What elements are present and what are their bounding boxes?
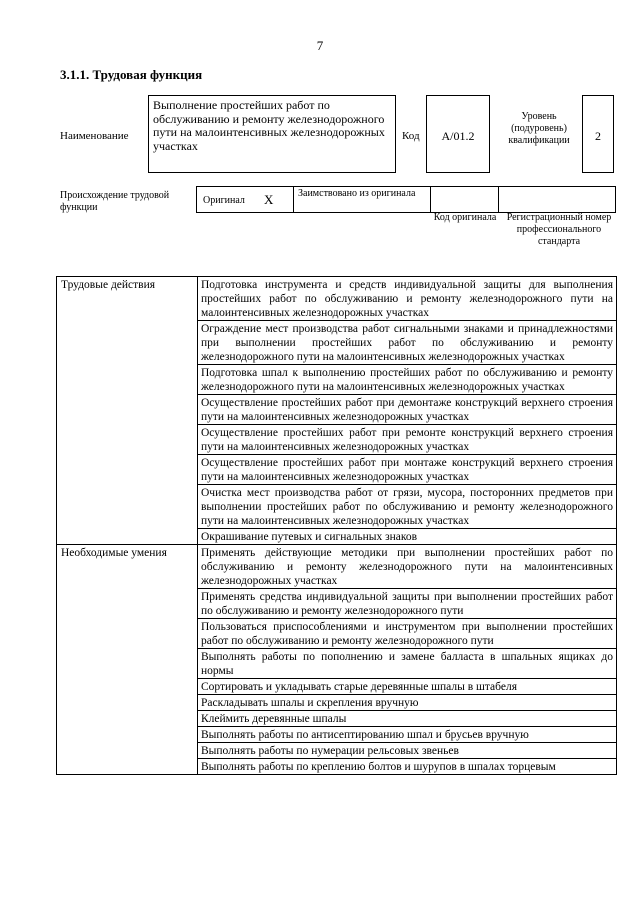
table-cell: Выполнять работы по пополнению и замене балласта в шпальных ящиках до нормы	[198, 649, 617, 679]
origin-divider	[430, 186, 431, 213]
table-row	[57, 545, 617, 589]
original-mark: X	[264, 192, 274, 207]
table-cell: Пользоваться приспособлениями и инструментом при выполнении простейших работ по обслуживанию и ремонту железнодорожного пути	[198, 619, 617, 649]
table-cell: Выполнять работы по антисептированию шпал и брусьев вручную	[198, 727, 617, 743]
table-cell: Очистка мест производства работ от грязи, мусора, посторонних предметов при выполнении простейших работ по обслуживанию и ремонту железнодорожного пути на малоинтенсивных железнодорожных участках	[198, 485, 617, 529]
page-number: 7	[316, 38, 324, 53]
code-value: А/01.2	[441, 129, 475, 143]
table-cell: Применять действующие методики при выполнении простейших работ по обслуживанию и ремонту железнодорожного пути на малоинтенсивных железнодорожных участках	[198, 545, 617, 589]
table-cell: Клеймить деревянные шпалы	[198, 711, 617, 727]
table-cell: Выполнять работы по нумерации рельсовых звеньев	[198, 743, 617, 759]
table-cell: Ограждение мест производства работ сигнальными знаками и принадлежностями при выполнении простейших работ по обслуживанию и ремонту железнодорожного пути на малоинтенсивных железнодорожных участках	[198, 321, 617, 365]
table-cell: Осуществление простейших работ при демонтаже конструкций верхнего строения пути на малоинтенсивных железнодорожных участках	[198, 395, 617, 425]
level-box	[582, 95, 614, 173]
section-title: 3.1.1. Трудовая функция	[60, 67, 203, 82]
original-label: Оригинал	[203, 195, 245, 206]
table-cell: Окрашивание путевых и сигнальных знаков	[198, 529, 617, 545]
origin-divider	[293, 186, 294, 213]
group-label: Трудовые действия	[57, 277, 198, 545]
code-original-caption: Код оригинала	[433, 212, 497, 223]
table-cell: Подготовка инструмента и средств индивидуальной защиты для выполнения простейших работ по обслуживанию и ремонту железнодорожного пути на малоинтенсивных железнодорожных участках	[198, 277, 617, 321]
level-value: 2	[595, 129, 601, 143]
level-label: Уровень (подуровень) квалификации	[508, 111, 570, 146]
code-label: Код	[402, 130, 420, 142]
table-cell: Осуществление простейших работ при монтаже конструкций верхнего строения пути на малоинтенсивных железнодорожных участках	[198, 455, 617, 485]
origin-label: Происхождение трудовой функции	[60, 190, 170, 213]
table-cell: Сортировать и укладывать старые деревянные шпалы в штабеля	[198, 679, 617, 695]
table-cell: Применять средства индивидуальной защиты при выполнении простейших работ по обслуживанию и ремонту железнодорожного пути	[198, 589, 617, 619]
table-cell: Подготовка шпал к выполнению простейших работ по обслуживанию и ремонту железнодорожного пути на малоинтенсивных железнодорожных участках	[198, 365, 617, 395]
function-name-box	[148, 95, 396, 173]
name-label: Наименование	[60, 130, 129, 142]
origin-divider	[498, 186, 499, 213]
borrowed-label: Заимствовано из оригинала	[298, 188, 416, 199]
requirements-table	[56, 276, 617, 775]
table-row	[57, 277, 617, 321]
registration-caption: Регистрационный номер профессионального стандарта	[506, 212, 612, 247]
table-cell: Раскладывать шпалы и скрепления вручную	[198, 695, 617, 711]
code-box	[426, 95, 490, 173]
function-name-value: Выполнение простейших работ по обслуживанию и ремонту железнодорожного пути на малоинтенсивных железнодорожных участках	[153, 98, 385, 153]
table-cell: Осуществление простейших работ при ремонте конструкций верхнего строения пути на малоинтенсивных железнодорожных участках	[198, 425, 617, 455]
table-cell: Выполнять работы по креплению болтов и шурупов в шпалах торцевым	[198, 759, 617, 775]
group-label: Необходимые умения	[57, 545, 198, 775]
